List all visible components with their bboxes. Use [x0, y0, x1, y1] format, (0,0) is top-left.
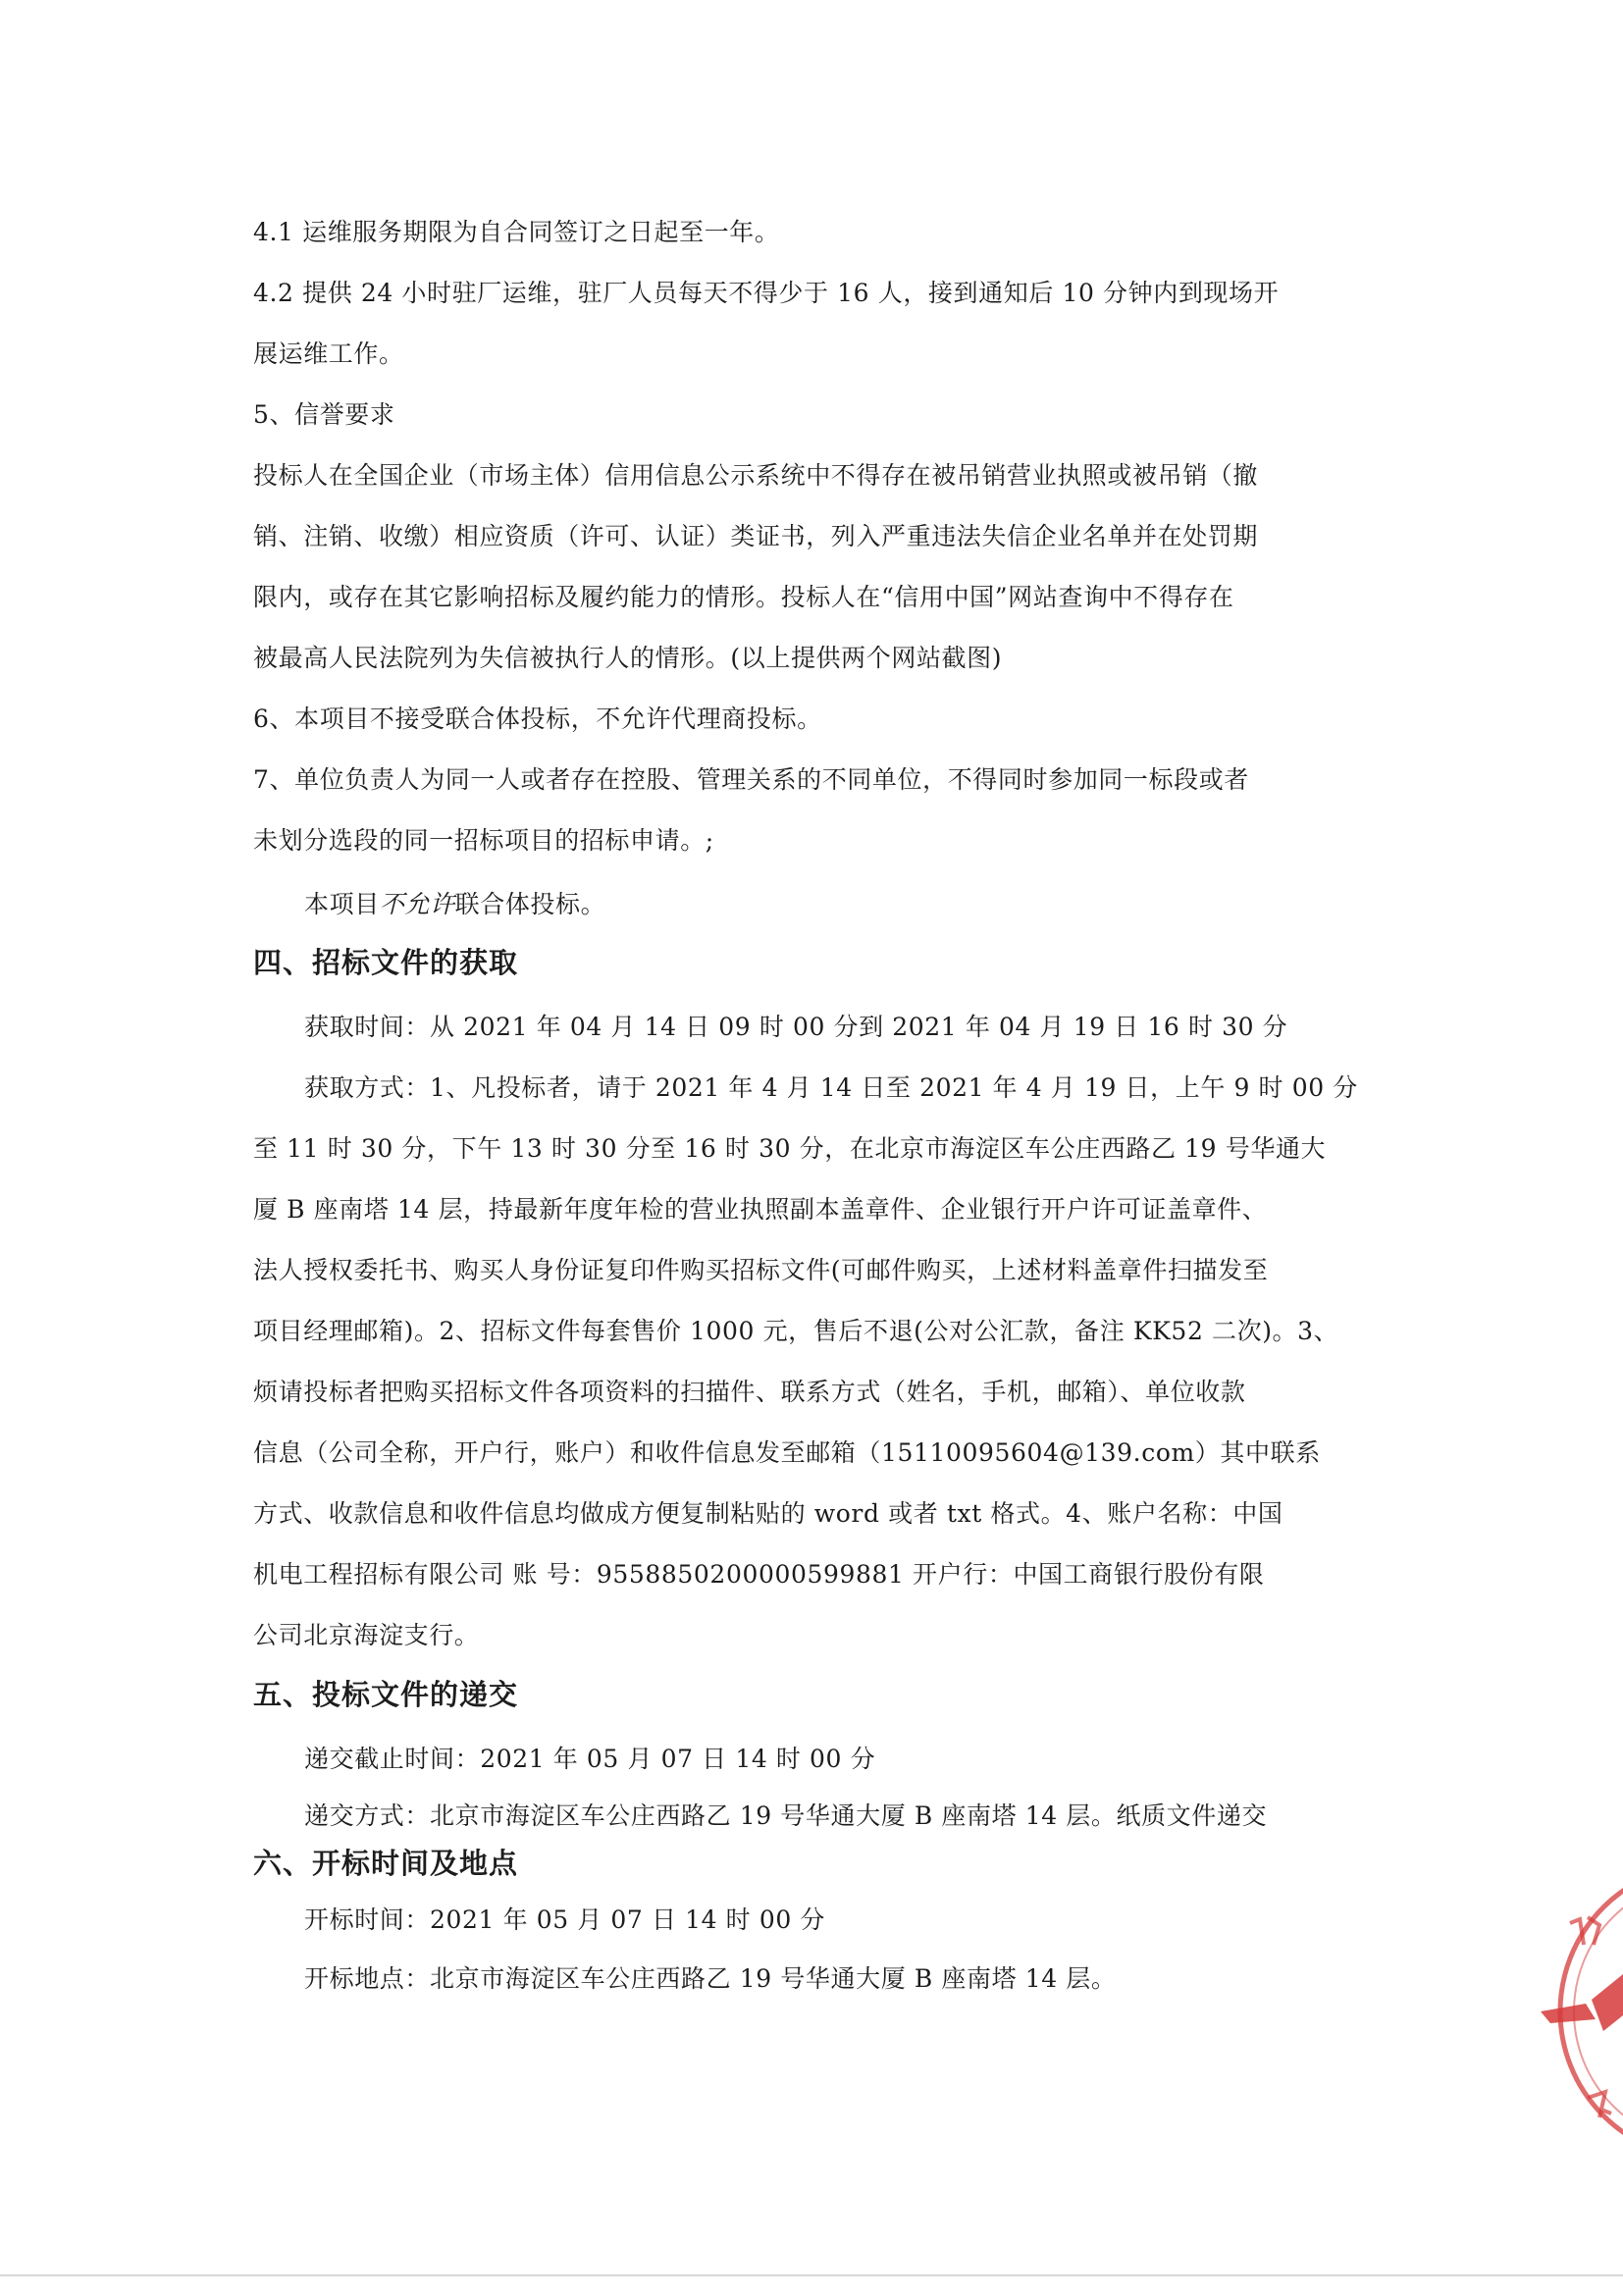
acquisition-method-10: 公司北京海淀支行。 [253, 1621, 480, 1649]
acquisition-method-1: 获取方式：1、凡投标者，请于 2021 年 4 月 14 日至 2021 年 4 月 19 日，上午 9 时 00 分 [304, 1073, 1358, 1102]
submission-deadline: 递交截止时间：2021 年 05 月 07 日 14 时 00 分 [304, 1745, 876, 1773]
submission-method: 递交方式：北京市海淀区车公庄西路乙 19 号华通大厦 B 座南塔 14 层。纸质文件递交 [304, 1801, 1268, 1830]
paragraph-4-2-cont: 展运维工作。 [253, 339, 404, 368]
section-6-heading: 六、开标时间及地点 [253, 1847, 519, 1880]
consortium-note-suffix: 联合体投标。 [454, 890, 606, 918]
acquisition-method-4: 法人授权委托书、购买人身份证复印件购买招标文件(可邮件购买，上述材料盖章件扫描发至 [253, 1256, 1269, 1284]
paragraph-4-1: 4.1 运维服务期限为自合同签订之日起至一年。 [253, 218, 780, 246]
paragraph-4-2: 4.2 提供 24 小时驻厂运维，驻厂人员每天不得少于 16 人，接到通知后 10 分钟内到现场开 [253, 279, 1280, 307]
clause-7-line-1: 7、单位负责人为同一人或者存在控股、管理关系的不同单位，不得同时参加同一标段或者 [253, 765, 1249, 794]
consortium-note-prefix: 本项目 [304, 890, 380, 918]
clause-7-line-2: 未划分选段的同一招标项目的招标申请。; [253, 826, 714, 855]
section-5-heading: 五、投标文件的递交 [253, 1678, 519, 1711]
section-4-heading: 四、招标文件的获取 [253, 946, 519, 979]
seal-stamp-partial-icon [1531, 1864, 1623, 2159]
opening-place: 开标地点：北京市海淀区车公庄西路乙 19 号华通大厦 B 座南塔 14 层。 [304, 1964, 1117, 1993]
acquisition-method-2: 至 11 时 30 分，下午 13 时 30 分至 16 时 30 分，在北京市海淀区车公庄西路乙 19 号华通大 [253, 1134, 1327, 1163]
clause-6: 6、本项目不接受联合体投标，不允许代理商投标。 [253, 704, 822, 733]
opening-time: 开标时间：2021 年 05 月 07 日 14 时 00 分 [304, 1905, 825, 1934]
page-bottom-rule [0, 2274, 1623, 2276]
acquisition-method-8: 方式、收款信息和收件信息均做成方便复制粘贴的 word 或者 txt 格式。4、账户名称：中国 [253, 1499, 1283, 1528]
acquisition-method-5: 项目经理邮箱)。2、招标文件每套售价 1000 元，售后不退(公对公汇款，备注 KK52 二次)。3、 [253, 1317, 1339, 1345]
acquisition-time: 获取时间：从 2021 年 04 月 14 日 09 时 00 分到 2021 年 04 月 19 日 16 时 30 分 [304, 1013, 1288, 1041]
acquisition-method-3: 厦 B 座南塔 14 层，持最新年度年检的营业执照副本盖章件、企业银行开户许可证盖章件、 [253, 1195, 1268, 1224]
acquisition-method-9: 机电工程招标有限公司 账 号：9558850200000599881 开户行：中国工商银行股份有限 [253, 1560, 1265, 1589]
consortium-note [304, 888, 1403, 921]
consortium-note-emphasis: 不允许 [379, 890, 455, 918]
reputation-text-1: 投标人在全国企业（市场主体）信用信息公示系统中不得存在被吊销营业执照或被吊销（撤 [253, 461, 1259, 490]
reputation-text-3: 限内，或存在其它影响招标及履约能力的情形。投标人在“信用中国”网站查询中不得存在 [253, 583, 1234, 611]
reputation-text-4: 被最高人民法院列为失信被执行人的情形。(以上提供两个网站截图) [253, 644, 1003, 672]
acquisition-method-6: 烦请投标者把购买招标文件各项资料的扫描件、联系方式（姓名，手机，邮箱）、单位收款 [253, 1378, 1246, 1406]
reputation-heading: 5、信誉要求 [253, 400, 395, 429]
reputation-text-2: 销、注销、收缴）相应资质（许可、认证）类证书，列入严重违法失信企业名单并在处罚期 [253, 522, 1259, 550]
acquisition-method-7: 信息（公司全称，开户行，账户）和收件信息发至邮箱（15110095604@139.com）其中联系 [253, 1438, 1321, 1467]
